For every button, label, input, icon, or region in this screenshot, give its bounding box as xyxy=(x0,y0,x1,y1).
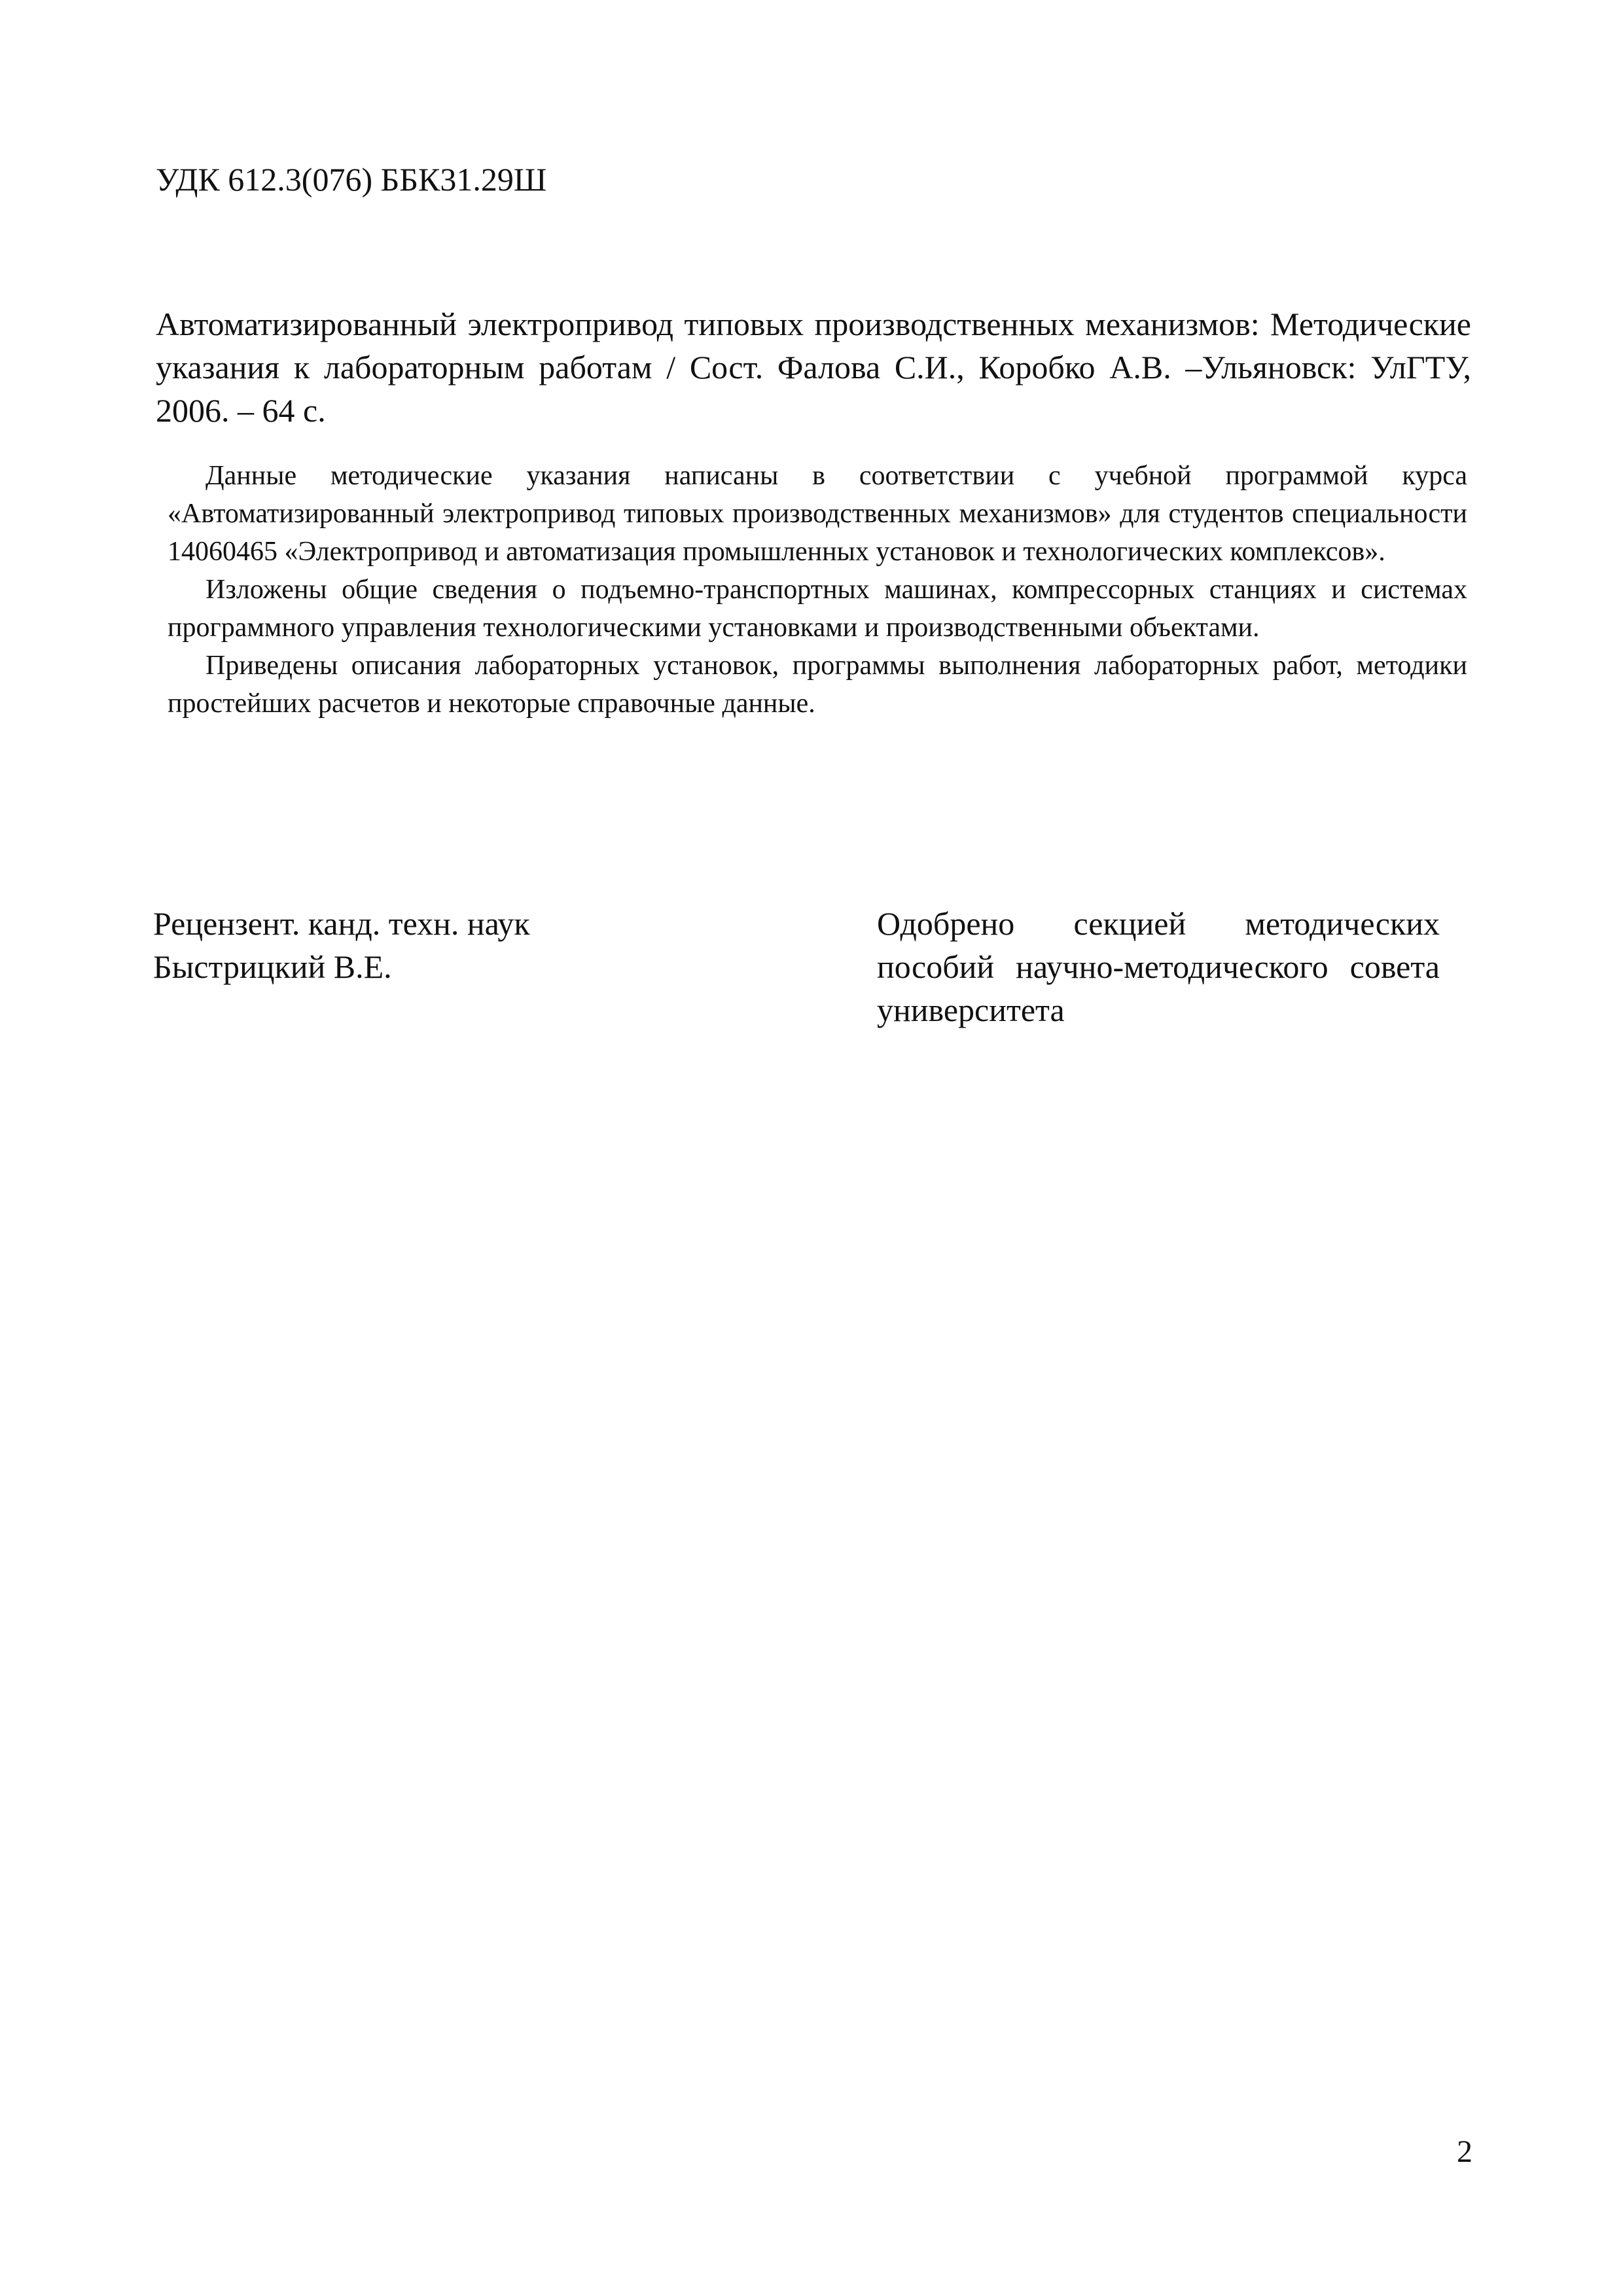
reviewer-title: Рецензент. канд. техн. наук xyxy=(153,905,530,942)
abstract-paragraph-3: Приведены описания лабораторных установок, программы выполнения лабораторных работ, методики простейших расчетов и некоторые справочные данные. xyxy=(168,651,1467,719)
reviewer-name: Быстрицкий В.Е. xyxy=(153,948,392,985)
abstract-paragraph-1: Данные методические указания написаны в соответствии с учебной программой курса «Автоматизированный электропривод типовых производственных механизмов» для студентов специальности 14060465 «Электропривод и автоматизация промышленных установок и технологических комплексов». xyxy=(168,461,1467,567)
udk-classification: УДК 612.3(076) ББК31.29Ш xyxy=(156,161,547,198)
abstract xyxy=(168,457,1467,723)
reviewer-block xyxy=(153,902,742,988)
page-number: 2 xyxy=(1457,2134,1472,2169)
approval-note: Одобрено секцией методических пособий научно-методического совета университета xyxy=(877,905,1440,1028)
abstract-paragraph-2: Изложены общие сведения о подъемно-транспортных машинах, компрессорных станциях и системах программного управления технологическими установками и производственными объектами. xyxy=(168,575,1467,643)
bibliographic-record: Автоматизированный электропривод типовых производственных механизмов: Методические указания к лабораторным работам / Сост. Фалова С.И., Коробко А.В. –Ульяновск: УлГТУ, 2006. – 64 с. xyxy=(156,306,1471,429)
